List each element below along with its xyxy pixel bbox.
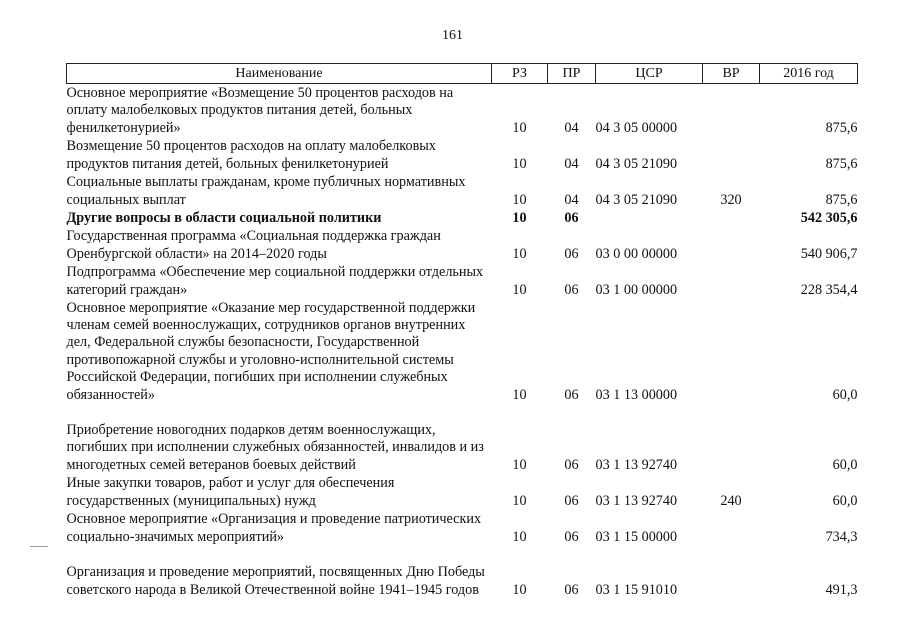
table-row xyxy=(67,137,858,173)
row-rz: 10 xyxy=(512,456,527,473)
row-name: Возмещение 50 процентов расходов на оплату малобелковых продуктов питания детей, больных фенилкетонурией xyxy=(66,138,436,172)
row-csr xyxy=(596,209,703,227)
row-rz: 10 xyxy=(512,191,527,208)
row-vr xyxy=(703,227,760,263)
row-csr: 03 1 15 91010 xyxy=(595,581,678,598)
table-row-section xyxy=(67,209,858,227)
row-amount: 542 305,6 xyxy=(800,209,858,226)
row-pr: 06 xyxy=(564,492,579,509)
row-vr xyxy=(703,263,760,299)
budget-table xyxy=(66,63,858,599)
row-rz: 10 xyxy=(512,492,527,509)
table-header-row xyxy=(67,64,858,84)
row-csr: 03 1 13 92740 xyxy=(595,492,678,509)
page-number: 161 xyxy=(442,28,463,43)
margin-mark xyxy=(30,546,48,547)
row-name: Иные закупки товаров, работ и услуг для обеспечения государственных (муниципальных) нужд xyxy=(66,475,395,509)
table-row xyxy=(67,227,858,263)
row-amount: 491,3 xyxy=(825,581,858,598)
row-name: Организация и проведение мероприятий, посвященных Дню Победы советского народа в Великой Отечественной войне 1941–1945 годов xyxy=(66,564,485,598)
row-amount: 60,0 xyxy=(832,386,858,403)
header-pr: ПР xyxy=(548,64,596,84)
row-vr xyxy=(703,546,760,599)
row-rz: 10 xyxy=(512,581,527,598)
row-amount: 875,6 xyxy=(825,191,858,208)
row-vr xyxy=(703,404,760,474)
row-amount: 228 354,4 xyxy=(800,281,858,298)
header-rz: РЗ xyxy=(492,64,548,84)
row-amount: 875,6 xyxy=(825,155,858,172)
table-row xyxy=(67,474,858,510)
row-amount: 540 906,7 xyxy=(800,245,858,262)
table-row xyxy=(67,299,858,404)
row-vr: 240 xyxy=(720,492,742,509)
row-vr xyxy=(703,510,760,546)
row-amount: 60,0 xyxy=(832,456,858,473)
row-vr: 320 xyxy=(720,191,742,208)
row-rz: 10 xyxy=(512,209,527,226)
table-row xyxy=(67,263,858,299)
row-csr: 03 1 13 00000 xyxy=(595,386,678,403)
row-pr: 04 xyxy=(564,191,579,208)
header-vr: ВР xyxy=(703,64,760,84)
table-row xyxy=(67,546,858,599)
row-name: Основное мероприятие «Возмещение 50 процентов расходов на оплату малобелковых продуктов питания детей, больных фенилкетонурией» xyxy=(66,84,454,136)
row-csr: 03 0 00 00000 xyxy=(595,245,678,262)
row-pr: 06 xyxy=(564,456,579,473)
row-csr: 03 1 00 00000 xyxy=(595,281,678,298)
row-pr: 06 xyxy=(564,581,579,598)
header-name: Наименование xyxy=(67,64,492,84)
header-year: 2016 год xyxy=(760,64,858,84)
row-pr: 04 xyxy=(564,155,579,172)
row-name: Другие вопросы в области социальной политики xyxy=(66,209,382,226)
row-rz: 10 xyxy=(512,386,527,403)
row-rz: 10 xyxy=(512,155,527,172)
row-name: Государственная программа «Социальная поддержка граждан Оренбургской области» на 2014–2020 годы xyxy=(66,228,441,262)
row-amount: 875,6 xyxy=(825,119,858,136)
row-name: Основное мероприятие «Оказание мер государственной поддержки членам семей военнослужащих, сотрудников органов внутренних дел, Федеральной службы безопасности, Государственной противопожарной службы и уголовно-исполнительной системы Российской Федерации, погибших при исполнении служебных обязанностей» xyxy=(66,299,476,403)
row-amount: 60,0 xyxy=(832,492,858,509)
row-csr: 03 1 13 92740 xyxy=(595,456,678,473)
row-pr: 04 xyxy=(564,119,579,136)
row-rz: 10 xyxy=(512,281,527,298)
row-csr: 04 3 05 00000 xyxy=(595,119,678,136)
row-rz: 10 xyxy=(512,119,527,136)
table-row xyxy=(67,510,858,546)
row-name: Приобретение новогодних подарков детям военнослужащих, погибших при исполнении служебных обязанностей, инвалидов и из многодетных семей ветеранов боевых действий xyxy=(66,421,484,473)
row-vr xyxy=(703,299,760,404)
row-name: Подпрограмма «Обеспечение мер социальной поддержки отдельных категорий граждан» xyxy=(66,264,484,298)
table-row xyxy=(67,173,858,209)
row-pr: 06 xyxy=(564,245,579,262)
row-rz: 10 xyxy=(512,528,527,545)
header-csr: ЦСР xyxy=(596,64,703,84)
row-rz: 10 xyxy=(512,245,527,262)
row-pr: 06 xyxy=(564,209,579,226)
row-csr: 04 3 05 21090 xyxy=(595,191,678,208)
row-csr: 03 1 15 00000 xyxy=(595,528,678,545)
row-name: Социальные выплаты гражданам, кроме публичных нормативных социальных выплат xyxy=(66,174,466,208)
row-vr xyxy=(703,137,760,173)
table-row xyxy=(67,84,858,138)
row-vr xyxy=(703,209,760,227)
row-pr: 06 xyxy=(564,281,579,298)
row-pr: 06 xyxy=(564,386,579,403)
row-csr: 04 3 05 21090 xyxy=(595,155,678,172)
row-name: Основное мероприятие «Организация и проведение патриотических социально-значимых мероприятий» xyxy=(66,511,482,545)
table-row xyxy=(67,404,858,474)
row-vr xyxy=(703,84,760,138)
row-amount: 734,3 xyxy=(825,528,858,545)
row-pr: 06 xyxy=(564,528,579,545)
